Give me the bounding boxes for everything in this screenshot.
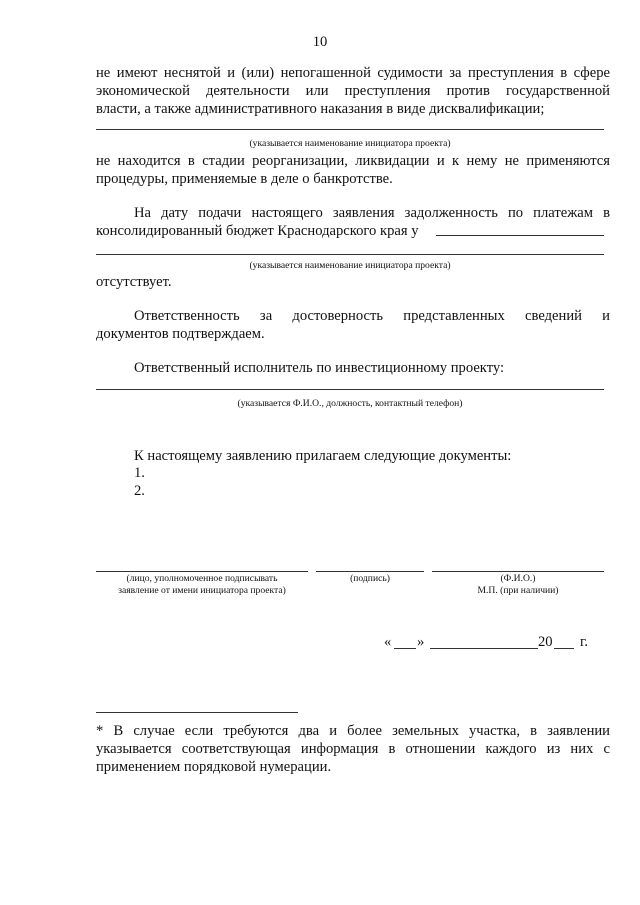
date-close-quote: » xyxy=(417,634,425,650)
caption-line: заявление от имени инициатора проекта) xyxy=(118,585,286,596)
text-line: применением порядковой нумерации. xyxy=(96,759,332,775)
year-prefix: 20 xyxy=(538,634,553,650)
page-number: 10 xyxy=(312,34,328,50)
paragraph-responsibility xyxy=(96,307,610,343)
text-line: не находится в стадии реорганизации, ликвидации и к нему не применяются xyxy=(96,153,610,169)
month-blank[interactable] xyxy=(430,648,538,649)
attachments-heading: К настоящему заявлению прилагаем следующие документы: xyxy=(134,448,512,464)
paragraph-reorganization xyxy=(96,152,610,188)
date-open-quote: « xyxy=(384,634,392,650)
text-line: экономической деятельности или преступления против государственной xyxy=(96,83,610,99)
absent-text: отсутствует. xyxy=(96,274,172,290)
caption-line: (лицо, уполномоченное подписывать xyxy=(126,573,278,584)
footnote xyxy=(96,722,610,776)
text-line: Ответственность за достоверность представленных сведений и xyxy=(134,308,610,324)
authorized-person-blank[interactable] xyxy=(96,571,308,572)
initiator-name-blank-1[interactable] xyxy=(96,129,604,130)
responsible-executor-blank[interactable] xyxy=(96,389,604,390)
caption-line: М.П. (при наличии) xyxy=(477,585,559,596)
initiator-name-blank-2b[interactable] xyxy=(96,254,604,255)
caption-authorized-person xyxy=(96,573,308,597)
text-line: власти, а также административного наказания в виде дисквалификации; xyxy=(96,101,545,117)
text-line: На дату подачи настоящего заявления задолженность по платежам в xyxy=(134,205,610,221)
responsible-executor-label: Ответственный исполнитель по инвестиционному проекту: xyxy=(134,360,505,376)
initiator-name-blank-2a[interactable] xyxy=(436,235,604,236)
day-blank[interactable] xyxy=(394,648,416,649)
caption-fio-seal xyxy=(432,573,604,597)
year-blank[interactable] xyxy=(554,648,574,649)
fio-blank[interactable] xyxy=(432,571,604,572)
text-line: процедуры, применяемые в деле о банкротстве. xyxy=(96,171,393,187)
caption-fio-position-phone: (указывается Ф.И.О., должность, контактный телефон) xyxy=(237,398,463,409)
signature-blank[interactable] xyxy=(316,571,424,572)
text-line: документов подтверждаем. xyxy=(96,326,265,342)
paragraph-criminal-record xyxy=(96,64,610,118)
caption-initiator-name: (указывается наименование инициатора проекта) xyxy=(249,260,451,271)
year-suffix: г. xyxy=(580,634,588,650)
text-line: консолидированный бюджет Краснодарского края у xyxy=(96,223,419,239)
text-line: не имеют неснятой и (или) непогашенной судимости за преступления в сфере xyxy=(96,65,610,81)
caption-line: (Ф.И.О.) xyxy=(500,573,536,584)
attachment-item: 1. xyxy=(134,465,145,481)
caption-initiator-name: (указывается наименование инициатора проекта) xyxy=(249,138,451,149)
date-field xyxy=(384,633,604,653)
text-line: указывается соответствующая информация в отношении каждого из них с xyxy=(96,741,610,757)
attachment-item: 2. xyxy=(134,483,145,499)
caption-signature: (подпись) xyxy=(350,573,390,584)
footnote-separator xyxy=(96,712,298,713)
text-line: * В случае если требуются два и более земельных участка, в заявлении xyxy=(96,723,610,739)
